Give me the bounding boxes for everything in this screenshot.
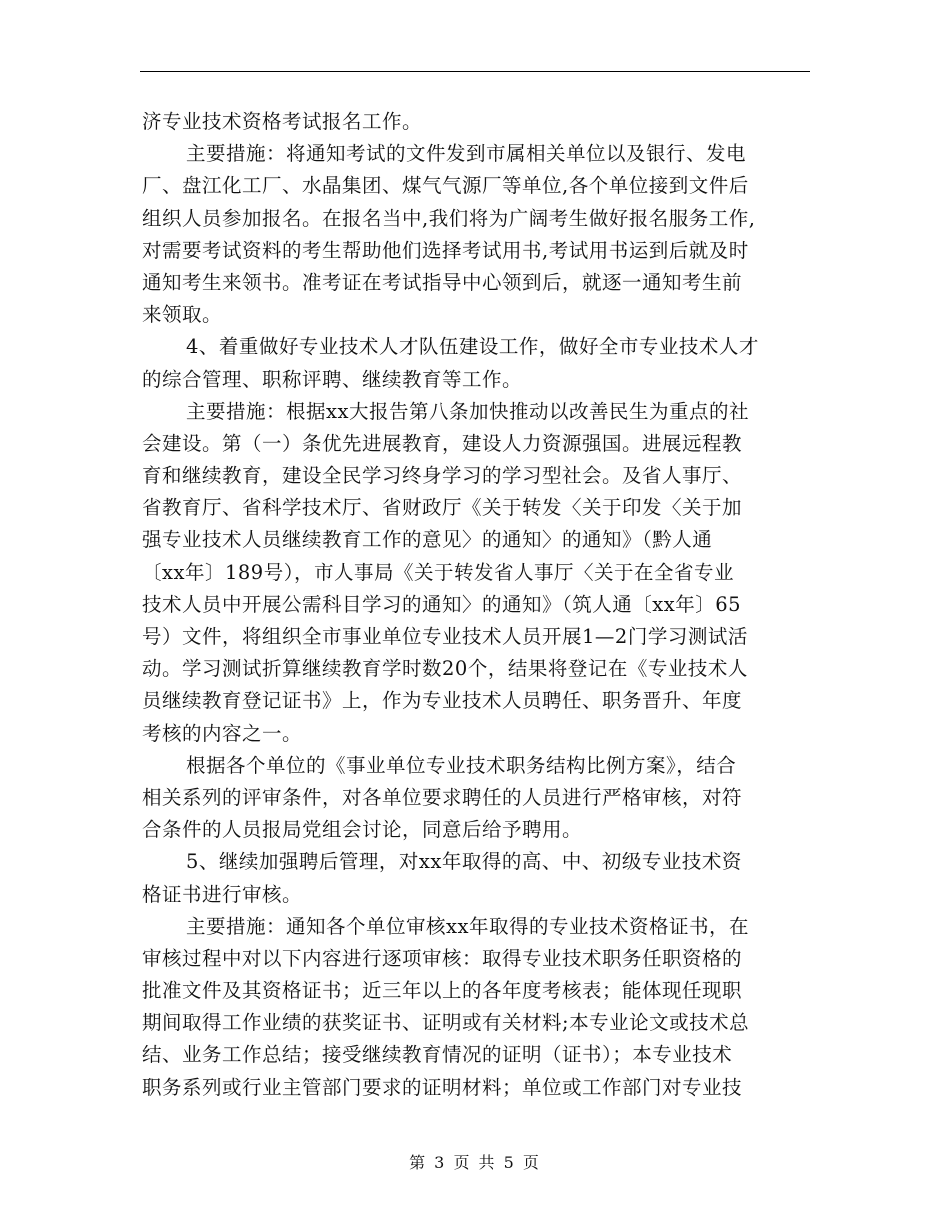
text-line: 5、继续加强聘后管理，对xx年取得的高、中、初级专业技术资	[186, 850, 742, 874]
text-line: 来领取。	[142, 303, 223, 327]
text-line: 考核的内容之一。	[142, 721, 303, 745]
text-line: 的综合管理、职称评聘、继续教育等工作。	[142, 367, 523, 391]
text-line: 济专业技术资格考试报名工作。	[142, 110, 423, 133]
text-line: 格证书进行审核。	[142, 882, 303, 906]
text-line: 育和继续教育，建设全民学习终身学习的学习型社会。及省人事厅、	[142, 464, 743, 488]
text-line: 主要措施：将通知考试的文件发到市属相关单位以及银行、发电	[186, 142, 747, 166]
text-line: 技术人员中开展公需科目学习的通知〉的通知》（筑人通〔xx年〕65	[142, 592, 742, 616]
text-line: 强专业技术人员继续教育工作的意见〉的通知〉的通知》（黔人通	[142, 528, 713, 552]
text-line: 号）文件，将组织全市事业单位专业技术人员开展1—2门学习测试活	[142, 625, 748, 648]
text-line: 4、着重做好专业技术人才队伍建设工作，做好全市专业技术人才	[186, 335, 759, 359]
text-line: 期间取得工作业绩的获奖证书、证明或有关材料;本专业论文或技术总	[142, 1011, 750, 1035]
text-line: 动。学习测试折算继续教育学时数20个，结果将登记在《专业技术人	[142, 657, 748, 681]
text-line: 主要措施：通知各个单位审核xx年取得的专业技术资格证书，在	[186, 914, 749, 938]
text-line: 相关系列的评审条件，对各单位要求聘任的人员进行严格审核，对符	[142, 785, 743, 809]
header-rule	[140, 71, 810, 72]
text-line: 结、业务工作总结；接受继续教育情况的证明（证书）；本专业技术	[142, 1043, 733, 1067]
text-line: 批准文件及其资格证书；近三年以上的各年度考核表；能体现任现职	[142, 979, 743, 1003]
text-line: 会建设。第（一）条优先进展教育，建设人力资源强国。进展远程教	[142, 431, 743, 455]
text-line: 职务系列或行业主管部门要求的证明材料；单位或工作部门对专业技	[142, 1075, 743, 1099]
text-line: 审核过程中对以下内容进行逐项审核：取得专业技术职务任职资格的	[142, 946, 743, 970]
text-line: 员继续教育登记证书》上，作为专业技术人员聘任、职务晋升、年度	[142, 689, 743, 713]
text-line: 合条件的人员报局党组会讨论，同意后给予聘用。	[142, 818, 583, 842]
text-line: 通知考生来领书。准考证在考试指导中心领到后，就逐一通知考生前	[142, 270, 743, 294]
text-line: 省教育厅、省科学技术厅、省财政厅《关于转发〈关于印发〈关于加	[142, 496, 743, 520]
text-line: 〔xx年〕189号），市人事局《关于转发省人事厅〈关于在全省专业	[142, 560, 734, 584]
text-line: 对需要考试资料的考生帮助他们选择考试用书,考试用书运到后就及时	[142, 238, 749, 262]
text-line: 组织人员参加报名。在报名当中,我们将为广阔考生做好报名服务工作,	[142, 206, 756, 230]
text-line: 主要措施：根据xx大报告第八条加快推动以改善民生为重点的社	[186, 399, 749, 423]
text-line: 厂、盘江化工厂、水晶集团、煤气气源厂等单位,各个单位接到文件后	[142, 174, 749, 198]
page-number-footer: 第 3 页 共 5 页	[409, 1153, 541, 1172]
text-line: 根据各个单位的《事业单位专业技术职务结构比例方案》，结合	[186, 753, 737, 777]
document-body	[142, 106, 810, 1104]
